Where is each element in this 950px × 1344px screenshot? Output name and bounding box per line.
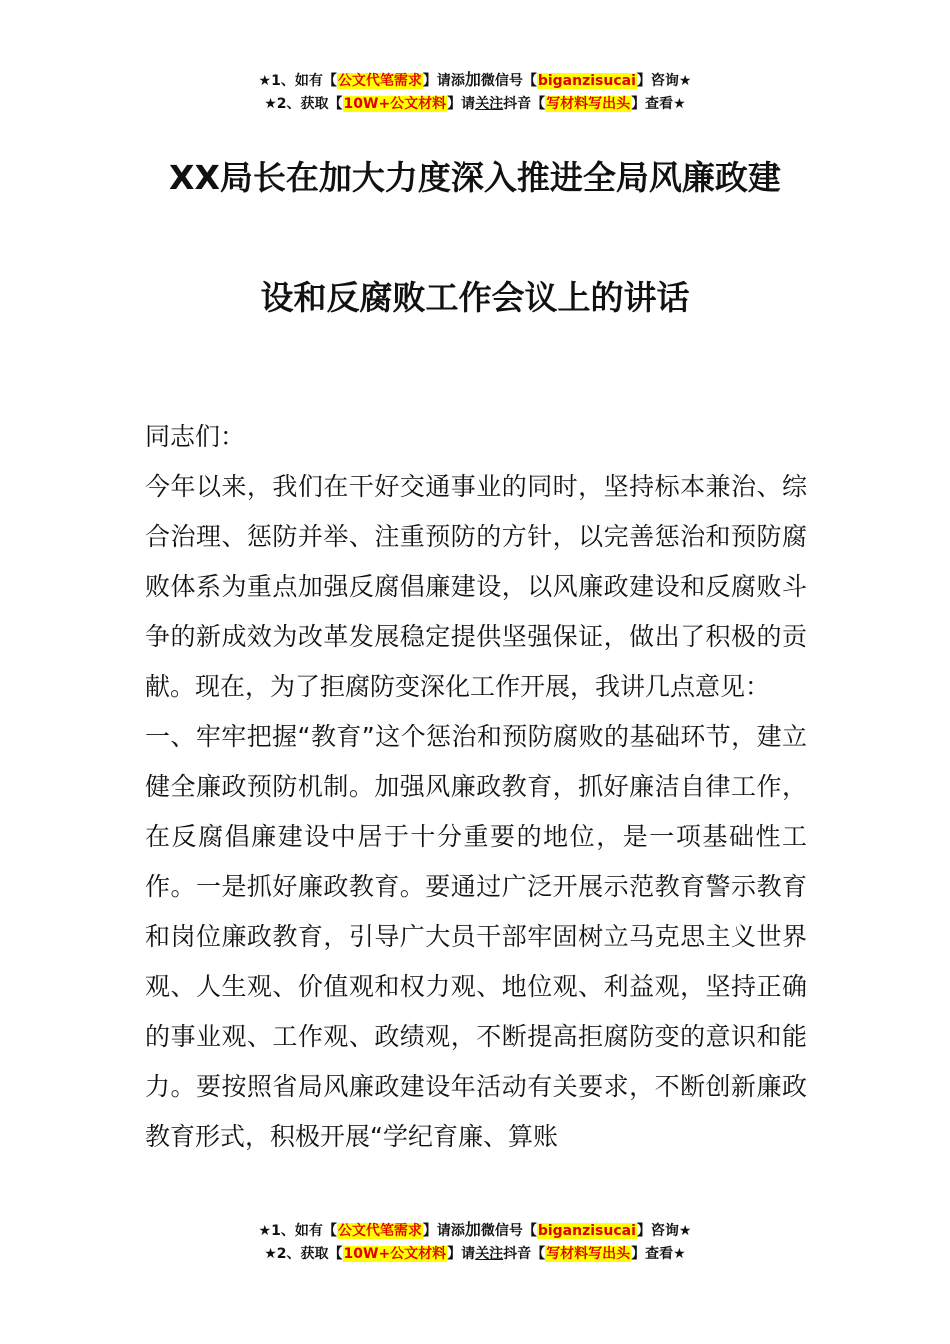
- promo-text: 微信号【: [480, 73, 537, 89]
- promo-line-2: [0, 1243, 950, 1266]
- promo-text: 】查看★: [631, 1246, 686, 1262]
- promo-emphasis: 关注: [475, 1246, 504, 1262]
- salutation: 同志们：: [145, 422, 246, 451]
- promo-text: 微信号【: [480, 1223, 537, 1239]
- promo-highlight: 公文代笔需求: [337, 1223, 422, 1239]
- promo-text: 】咨询★: [636, 73, 692, 89]
- promo-text: 】查看★: [631, 96, 686, 112]
- promo-text: 】请添: [422, 1223, 465, 1239]
- body-paragraph: 今年以来，我们在干好交通事业的同时，坚持标本兼治、综合治理、惩防并举、注重预防的方针，以完善惩治和预防腐败体系为重点加强反腐倡廉建设，以风廉政建设和反腐败斗争的新成效为改革发展稳定提供坚强保证，做出了积极的贡献。现在，为了拒腐防变深化工作开展，我讲几点意见：: [145, 472, 807, 701]
- promo-text: ★2、获取【: [264, 1246, 343, 1262]
- promo-highlight: 10W+公文材料: [343, 96, 447, 112]
- promo-text: ★1、如有【: [258, 73, 337, 89]
- promo-text: ★1、如有【: [258, 1223, 337, 1239]
- promo-highlight: 10W+公文材料: [343, 1246, 447, 1262]
- promo-line-1: [0, 68, 950, 93]
- promo-banner-top: [0, 68, 950, 116]
- promo-line-1: [0, 1218, 950, 1243]
- document-body: [145, 412, 807, 1162]
- body-paragraph: 一、牢牢把握“教育”这个惩治和预防腐败的基础环节，建立健全廉政预防机制。加强风廉政教育，抓好廉洁自律工作，在反腐倡廉建设中居于十分重要的地位，是一项基础性工作。一是抓好廉政教育。要通过广泛开展示范教育警示教育和岗位廉政教育，引导广大员干部牢固树立马克思主义世界观、人生观、价值观和权力观、地位观、利益观，坚持正确的事业观、工作观、政绩观，不断提高拒腐防变的意识和能力。要按照省局风廉政建设年活动有关要求，不断创新廉政教育形式，积极开展“学纪育廉、算账: [145, 722, 807, 1151]
- promo-highlight: 公文代笔需求: [337, 73, 422, 89]
- promo-emphasis: 加: [464, 70, 481, 89]
- promo-text: 】咨询★: [636, 1223, 692, 1239]
- promo-highlight-wechat: biganzisucai: [537, 1223, 636, 1239]
- promo-emphasis: 加: [464, 1220, 481, 1239]
- promo-text: 】请: [447, 1246, 476, 1262]
- promo-text: ★2、获取【: [264, 96, 343, 112]
- document-title-line-2: 设和反腐败工作会议上的讲话: [260, 278, 690, 317]
- promo-line-2: [0, 93, 950, 116]
- promo-banner-bottom: [0, 1218, 950, 1266]
- promo-highlight-douyin: 写材料写出头: [546, 96, 631, 112]
- promo-text: 】请添: [422, 73, 465, 89]
- promo-highlight-douyin: 写材料写出头: [546, 1246, 631, 1262]
- promo-text: 抖音【: [503, 96, 546, 112]
- promo-text: 】请: [447, 96, 476, 112]
- document-title-line-1: XX局长在加大力度深入推进全局风廉政建: [169, 158, 781, 197]
- promo-text: 抖音【: [503, 1246, 546, 1262]
- promo-emphasis: 关注: [475, 96, 504, 112]
- promo-highlight-wechat: biganzisucai: [537, 73, 636, 89]
